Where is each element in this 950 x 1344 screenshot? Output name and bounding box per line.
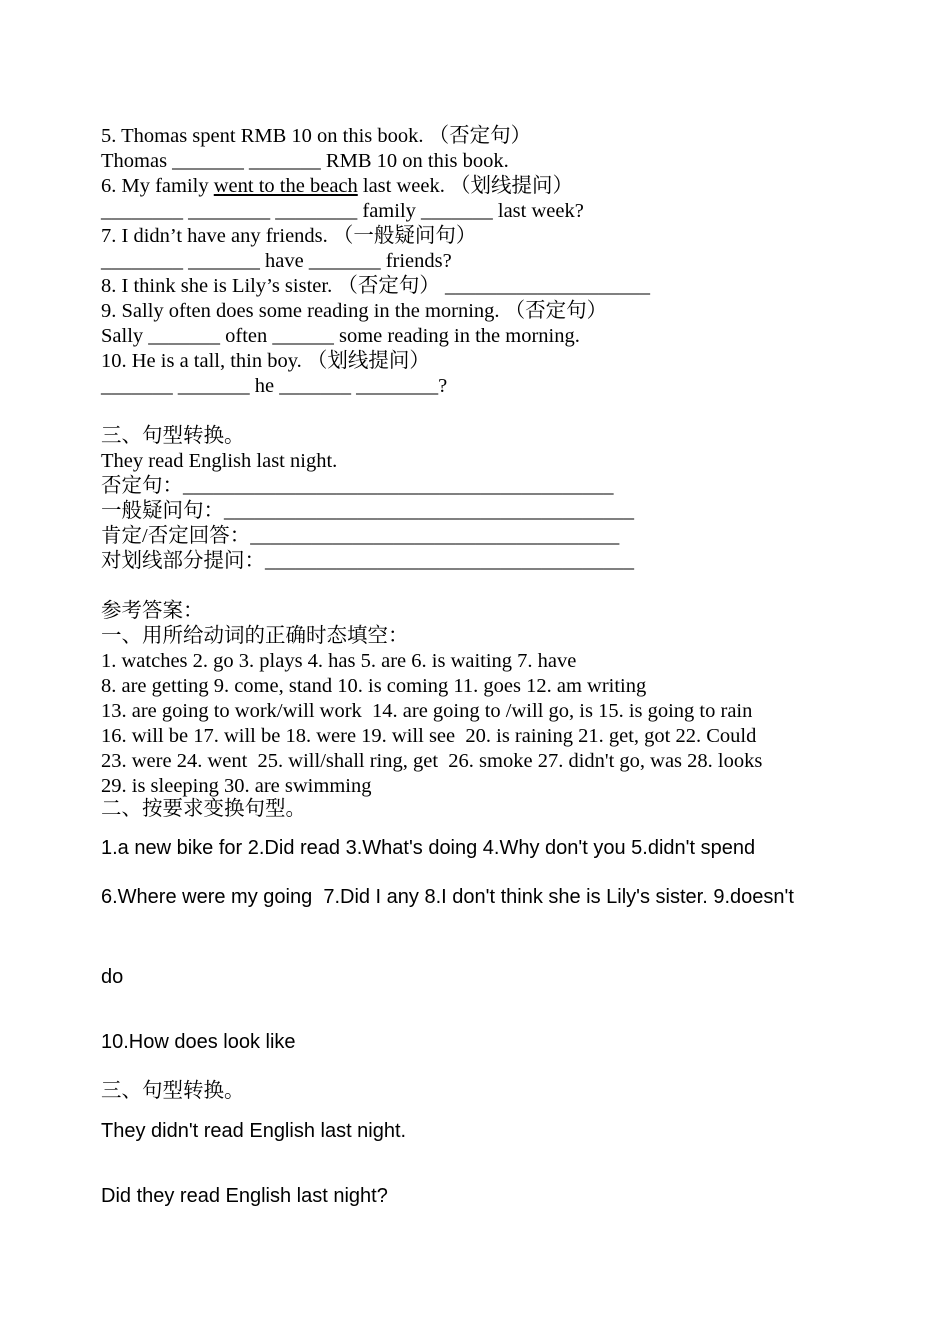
answer-part-2-line: 10.How does look like (101, 1031, 296, 1053)
answer-part-1-line: 23. were 24. went 25. will/shall ring, get 26. smoke 27. didn't go, was 28. looks (101, 750, 763, 772)
question-6-underlined: went to the beach (213, 175, 358, 197)
answer-part-2-heading: 二、按要求变换句型。 (101, 798, 306, 820)
question-7: 7. I didn’t have any friends. （一般疑问句） (101, 225, 477, 247)
question-5-blank: Thomas _______ _______ RMB 10 on this book. (101, 150, 509, 172)
answer-part-1-line: 8. are getting 9. come, stand 10. is coming 11. goes 12. am writing (101, 675, 647, 697)
answer-key-title: 参考答案： (101, 600, 204, 622)
answer-part-2-line: 6.Where were my going 7.Did I any 8.I don't think she is Lily's sister. 9.doesn't (101, 886, 794, 908)
answer-part-1-heading: 一、用所给动词的正确时态填空： (101, 625, 409, 647)
section-3-negative: 否定句：__________________________________________ (101, 475, 614, 497)
question-6-prefix: 6. My family (101, 175, 214, 197)
section-3-general-question: 一般疑问句：________________________________________ (101, 500, 634, 522)
question-6 (101, 174, 573, 199)
answer-part-1-line: 1. watches 2. go 3. plays 4. has 5. are 6. is waiting 7. have (101, 650, 577, 672)
section-3-sentence: They read English last night. (101, 450, 338, 472)
question-10: 10. He is a tall, thin boy. （划线提问） (101, 350, 430, 372)
question-7-blank: ________ _______ have _______ friends? (101, 250, 452, 272)
question-6-suffix: last week. （划线提问） (357, 175, 573, 197)
answer-part-3-heading: 三、句型转换。 (101, 1080, 245, 1102)
question-5: 5. Thomas spent RMB 10 on this book. （否定句） (101, 125, 532, 147)
section-3-heading: 三、句型转换。 (101, 425, 245, 447)
question-6-blank: ________ ________ ________ family _______ last week? (101, 200, 584, 222)
question-9-blank: Sally _______ often ______ some reading in the morning. (101, 325, 580, 347)
answer-part-3-line: Did they read English last night? (101, 1185, 388, 1207)
answer-part-1-line: 16. will be 17. will be 18. were 19. will see 20. is raining 21. get, got 22. Could (101, 725, 757, 747)
section-3-answers: 肯定/否定回答：____________________________________ (101, 525, 620, 547)
question-10-blank: _______ _______ he _______ ________? (101, 375, 448, 397)
answer-part-3-line: They didn't read English last night. (101, 1120, 407, 1142)
answer-part-2-line: do (101, 966, 124, 988)
question-8: 8. I think she is Lily’s sister. （否定句） ____________________ (101, 275, 650, 297)
section-3-underline-question: 对划线部分提问：____________________________________ (101, 550, 634, 572)
answer-part-1-line: 13. are going to work/will work 14. are going to /will go, is 15. is going to rain (101, 700, 753, 722)
answer-part-2-line: 1.a new bike for 2.Did read 3.What's doing 4.Why don't you 5.didn't spend (101, 837, 756, 859)
question-9: 9. Sally often does some reading in the morning. （否定句） (101, 300, 608, 322)
answer-part-1-line: 29. is sleeping 30. are swimming (101, 775, 372, 797)
